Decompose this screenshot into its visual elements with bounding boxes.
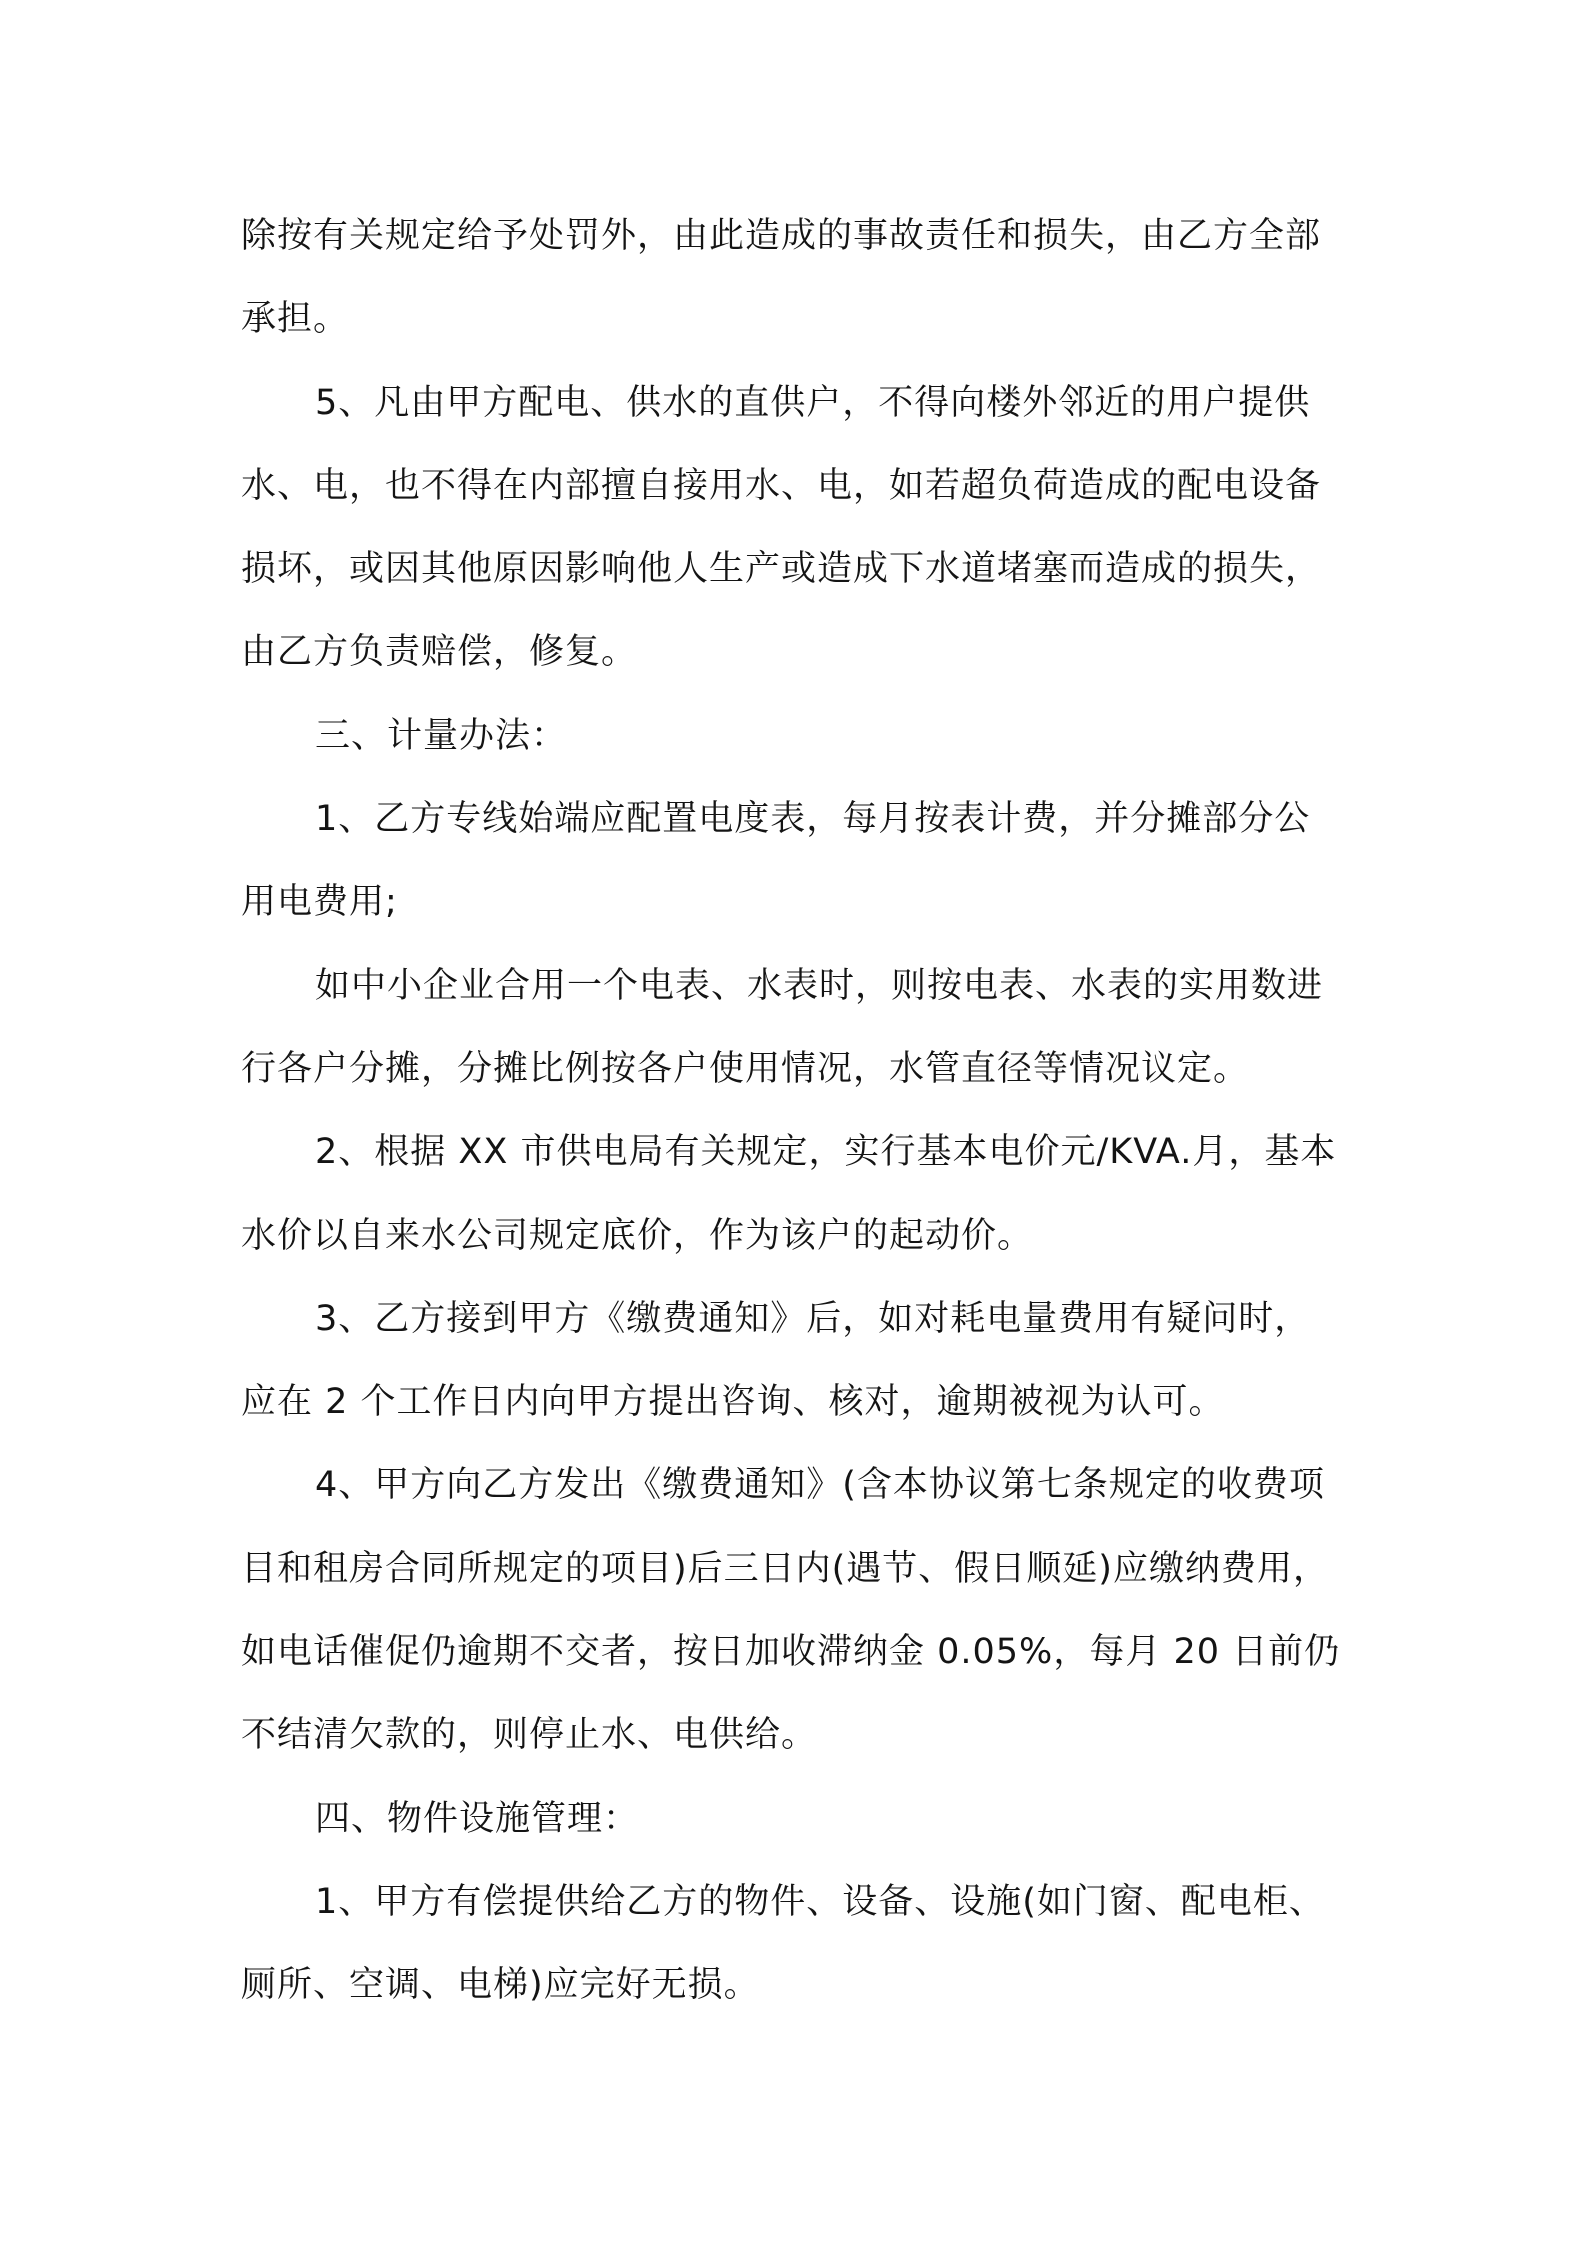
text-line: 厕所、空调、电梯)应完好无损。 (241, 1965, 760, 2006)
text-line: 不结清欠款的，则停止水、电供给。 (241, 1715, 818, 1756)
text-line: 2、根据 XX 市供电局有关规定，实行基本电价元/KVA.月，基本 (315, 1132, 1337, 1173)
document-body (241, 195, 1356, 2028)
text-line: 4、甲方向乙方发出《缴费通知》(含本协议第七条规定的收费项 (315, 1465, 1325, 1506)
paragraph-continuation (241, 195, 1356, 362)
text-line: 如中小企业合用一个电表、水表时，则按电表、水表的实用数进 (315, 965, 1324, 1006)
text-line: 5、凡由甲方配电、供水的直供户，不得向楼外邻近的用户提供 (315, 382, 1311, 423)
paragraph-section-4-item-1 (241, 1861, 1356, 2028)
text-line: 目和租房合同所规定的项目)后三日内(遇节、假日顺延)应缴纳费用， (241, 1548, 1329, 1589)
text-line: 水价以自来水公司规定底价，作为该户的起动价。 (241, 1215, 1034, 1256)
paragraph-section-3-shared-meter (241, 945, 1356, 1112)
text-line: 如电话催促仍逾期不交者，按日加收滞纳金 0.05%，每月 20 日前仍 (241, 1632, 1341, 1673)
text-line: 1、甲方有偿提供给乙方的物件、设备、设施(如门窗、配电柜、 (315, 1881, 1325, 1922)
text-line: 承担。 (241, 299, 350, 340)
text-line: 1、乙方专线始端应配置电度表，每月按表计费，并分摊部分公 (315, 799, 1311, 840)
text-line: 应在 2 个工作日内向甲方提出咨询、核对，逾期被视为认可。 (241, 1382, 1225, 1423)
section-4-heading (241, 1778, 1356, 1861)
text-line: 损坏，或因其他原因影响他人生产或造成下水道堵塞而造成的损失， (241, 549, 1322, 590)
section-heading: 三、计量办法： (315, 715, 568, 756)
paragraph-section-3-item-3 (241, 1278, 1356, 1445)
text-line: 水、电，也不得在内部擅自接用水、电，如若超负荷造成的配电设备 (241, 465, 1322, 506)
text-line: 除按有关规定给予处罚外，由此造成的事故责任和损失，由乙方全部 (241, 216, 1322, 256)
section-3-heading (241, 695, 1356, 778)
text-line: 由乙方负责赔偿，修复。 (241, 632, 638, 673)
paragraph-section-3-item-1 (241, 778, 1356, 945)
paragraph-item-5 (241, 362, 1356, 695)
text-line: 3、乙方接到甲方《缴费通知》后，如对耗电量费用有疑问时， (315, 1298, 1311, 1339)
paragraph-section-3-item-4 (241, 1444, 1356, 1777)
text-line: 行各户分摊，分摊比例按各户使用情况，水管直径等情况议定。 (241, 1048, 1250, 1089)
paragraph-section-3-item-2 (241, 1111, 1356, 1278)
text-line: 用电费用; (241, 882, 398, 923)
section-heading: 四、物件设施管理： (315, 1798, 640, 1839)
